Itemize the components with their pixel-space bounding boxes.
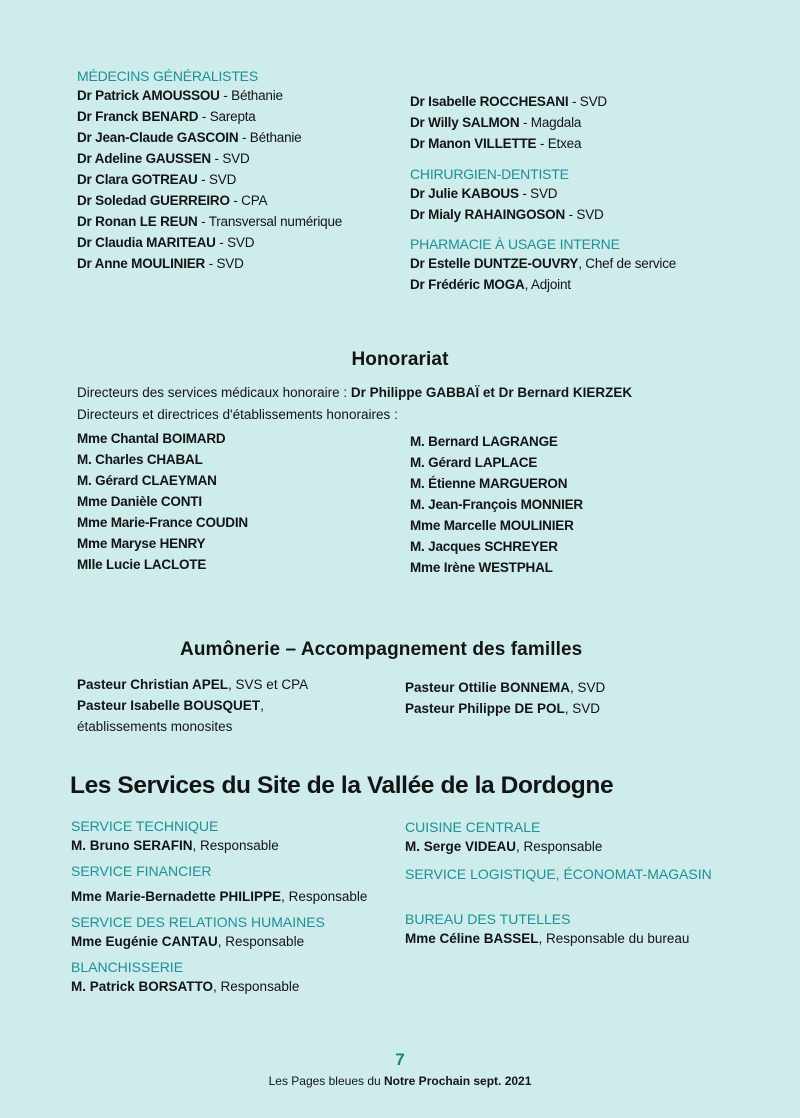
honorary-person: Mme Danièle CONTI — [77, 494, 202, 509]
person-role: - SVD — [205, 256, 244, 271]
person-role: - Béthanie — [219, 88, 283, 103]
aumonerie-entry — [405, 698, 605, 719]
honorariat-list-left — [77, 428, 248, 575]
person-role: , Responsable — [213, 979, 300, 994]
person-name: Pasteur Ottilie BONNEMA — [405, 680, 571, 695]
person-entry — [410, 133, 607, 154]
dentiste-list — [410, 183, 604, 225]
person-name: Pasteur Isabelle BOUSQUET — [77, 698, 261, 713]
honorary-person: Mme Marie-France COUDIN — [77, 515, 248, 530]
person-name: M. Bruno SERAFIN — [71, 838, 193, 853]
person-name: Dr Manon VILLETTE — [410, 136, 537, 151]
person-role: - SVD — [565, 207, 604, 222]
service-logistique — [405, 865, 712, 883]
person-name: Dr Jean-Claude GASCOIN — [77, 130, 239, 145]
honorary-person: M. Gérard CLAEYMAN — [77, 473, 217, 488]
person-name: Dr Estelle DUNTZE-OUVRY — [410, 256, 579, 271]
aumonerie-entry — [405, 677, 605, 698]
service-person — [405, 928, 689, 949]
pharmacie-list — [410, 253, 676, 295]
person-name: Mme Marie-Bernadette PHILIPPE — [71, 889, 282, 904]
honorary-person: Mme Marcelle MOULINIER — [410, 518, 574, 533]
service-title: CUISINE CENTRALE — [405, 819, 541, 835]
person-name: Mme Eugénie CANTAU — [71, 934, 218, 949]
person-entry — [77, 169, 342, 190]
honorary-person: Mme Chantal BOIMARD — [77, 431, 226, 446]
person-role: , SVD — [570, 680, 606, 695]
person-name: Dr Isabelle ROCCHESANI — [410, 94, 569, 109]
person-entry — [77, 190, 342, 211]
person-role: , Responsable — [281, 889, 368, 904]
person-name: Dr Patrick AMOUSSOU — [77, 88, 220, 103]
person-role: - CPA — [229, 193, 268, 208]
service-title: SERVICE TECHNIQUE — [71, 818, 219, 834]
person-name: Pasteur Christian APEL — [77, 677, 229, 692]
service-title: SERVICE FINANCIER — [71, 863, 212, 879]
service-financier — [71, 862, 367, 907]
honorariat-directeurs-names: Dr Philippe GABBAÏ et Dr Bernard KIERZEK — [350, 385, 633, 400]
honorary-person: M. Jean-François MONNIER — [410, 497, 583, 512]
person-role: - Béthanie — [238, 130, 302, 145]
aumonerie-entry-continuation: établissements monosites — [77, 719, 233, 734]
person-role: - SVD — [215, 235, 255, 250]
person-role: , SVD — [564, 701, 601, 716]
person-role: - Magdala — [519, 115, 582, 130]
person-entry — [77, 253, 342, 274]
page-number: 7 — [395, 1050, 405, 1069]
generalistes-list-right — [410, 91, 607, 154]
honorariat-list-right — [410, 431, 583, 578]
person-entry — [410, 204, 604, 225]
person-role: , — [260, 698, 264, 713]
honorary-person: M. Bernard LAGRANGE — [410, 434, 558, 449]
person-name: Pasteur Philippe DE POL — [405, 701, 565, 716]
person-entry — [77, 232, 342, 253]
honorariat-title: Honorariat — [351, 349, 449, 370]
person-name: Dr Ronan LE REUN — [77, 214, 198, 229]
honorary-person: M. Jacques SCHREYER — [410, 539, 558, 554]
person-name: M. Serge VIDEAU — [405, 839, 517, 854]
pharmacie-section — [410, 235, 676, 295]
service-title: SERVICE LOGISTIQUE, ÉCONOMAT-MAGASIN — [405, 866, 712, 882]
person-role: , Adjoint — [524, 277, 571, 292]
person-role: , Responsable — [192, 838, 279, 853]
person-name: Dr Willy SALMON — [410, 115, 520, 130]
honorary-person: Mlle Lucie LACLOTE — [77, 557, 207, 572]
aumonerie-entry — [77, 674, 308, 695]
person-entry — [77, 211, 342, 232]
service-blanchisserie — [71, 958, 299, 997]
service-rh — [71, 913, 325, 952]
person-role: - Sarepta — [198, 109, 256, 124]
person-role: , Responsable — [516, 839, 603, 854]
honorary-person: Mme Maryse HENRY — [77, 536, 206, 551]
person-role: - Transversal numérique — [197, 214, 343, 229]
honorary-person: M. Charles CHABAL — [77, 452, 203, 467]
pharmacie-title: PHARMACIE À USAGE INTERNE — [410, 236, 620, 252]
honorariat-directeurs-line — [77, 383, 632, 403]
generalistes-title: MÉDECINS GÉNÉRALISTES — [77, 68, 258, 84]
footer-publication: Notre Prochain sept. 2021 — [384, 1074, 532, 1088]
service-title: SERVICE DES RELATIONS HUMAINES — [71, 914, 325, 930]
person-role: , Responsable du bureau — [538, 931, 690, 946]
person-role: - SVD — [197, 172, 237, 187]
honorariat-etablissements-label: Directeurs et directrices d'établissements honoraires : — [77, 407, 398, 422]
person-name: Dr Claudia MARITEAU — [77, 235, 216, 250]
generalistes-list — [77, 85, 342, 274]
person-role: , Responsable — [217, 934, 305, 949]
service-person — [71, 886, 367, 907]
honorary-person: M. Étienne MARGUERON — [410, 476, 568, 491]
person-role: , SVS et CPA — [228, 677, 309, 692]
person-name: Dr Mialy RAHAINGOSON — [410, 207, 566, 222]
person-role: - SVD — [518, 186, 558, 201]
honorariat-directeurs-label: Directeurs des services médicaux honoraire : — [77, 385, 351, 400]
aumonerie-title: Aumônerie – Accompagnement des familles — [180, 639, 583, 660]
service-cuisine — [405, 818, 602, 857]
services-title: Les Services du Site de la Vallée de la Dordogne — [70, 772, 614, 799]
service-title: BLANCHISSERIE — [71, 959, 184, 975]
person-role: - Etxea — [536, 136, 582, 151]
person-name: Dr Anne MOULINIER — [77, 256, 206, 271]
service-tutelles — [405, 910, 689, 949]
generalistes-section — [77, 67, 342, 274]
person-entry — [410, 91, 607, 112]
person-name: Dr Julie KABOUS — [410, 186, 519, 201]
person-entry — [77, 85, 342, 106]
aumonerie-entry — [77, 695, 308, 716]
person-entry — [410, 183, 604, 204]
person-entry — [410, 274, 676, 295]
person-name: M. Patrick BORSATTO — [71, 979, 214, 994]
service-person — [71, 976, 299, 997]
person-role: - SVD — [210, 151, 250, 166]
person-role: , Chef de service — [578, 256, 677, 271]
footer-prefix: Les Pages bleues du — [268, 1074, 385, 1088]
person-name: Dr Frédéric MOGA — [410, 277, 525, 292]
aumonerie-right — [405, 677, 605, 719]
person-name: Dr Adeline GAUSSEN — [77, 151, 211, 166]
honorary-person: Mme Irène WESTPHAL — [410, 560, 553, 575]
footer-text — [0, 1074, 800, 1088]
person-role: - SVD — [568, 94, 607, 109]
person-entry — [410, 253, 676, 274]
person-entry — [410, 112, 607, 133]
person-entry — [77, 127, 342, 148]
person-entry — [77, 106, 342, 127]
person-entry — [77, 148, 342, 169]
person-name: Dr Soledad GUERREIRO — [77, 193, 230, 208]
service-person — [71, 835, 279, 856]
service-title: BUREAU DES TUTELLES — [405, 911, 571, 927]
service-technique — [71, 817, 279, 856]
person-name: Mme Céline BASSEL — [405, 931, 539, 946]
honorary-person: M. Gérard LAPLACE — [410, 455, 538, 470]
person-name: Dr Clara GOTREAU — [77, 172, 198, 187]
aumonerie-left — [77, 674, 308, 737]
service-person — [71, 931, 325, 952]
service-person — [405, 836, 602, 857]
person-name: Dr Franck BENARD — [77, 109, 199, 124]
dentiste-title: CHIRURGIEN-DENTISTE — [410, 166, 569, 182]
dentiste-section — [410, 165, 604, 225]
